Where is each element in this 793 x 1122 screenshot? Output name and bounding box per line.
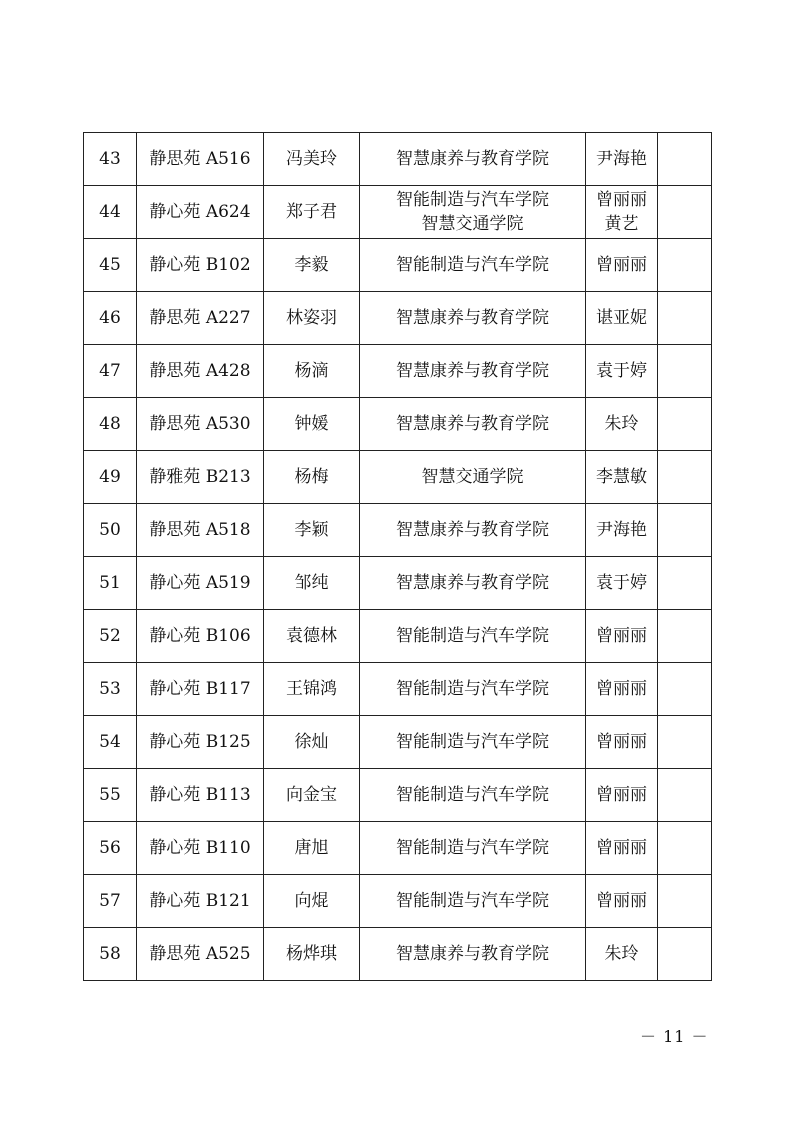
college-cell: [360, 769, 586, 822]
student-name-cell: 郑子君: [264, 186, 360, 239]
college-line: 智慧康养与教育学院: [396, 361, 549, 381]
remarks-cell: [658, 504, 712, 557]
table-row: [84, 504, 712, 557]
student-name-cell: 杨滴: [264, 345, 360, 398]
table-row: [84, 716, 712, 769]
table-row: [84, 239, 712, 292]
tutor-line: 曾丽丽: [596, 190, 647, 210]
tutor-line: 曾丽丽: [596, 255, 647, 275]
tutor-line: 曾丽丽: [596, 785, 647, 805]
college-line: 智能制造与汽车学院: [396, 785, 549, 805]
student-name-cell: 杨烨琪: [264, 928, 360, 981]
college-line: 智能制造与汽车学院: [396, 679, 549, 699]
remarks-cell: [658, 186, 712, 239]
college-line: 智慧交通学院: [421, 214, 524, 234]
college-cell: [360, 451, 586, 504]
tutor-cell: [586, 345, 658, 398]
tutor-line: 谌亚妮: [596, 308, 647, 328]
college-line: 智能制造与汽车学院: [396, 255, 549, 275]
remarks-cell: [658, 239, 712, 292]
student-name-cell: 林姿羽: [264, 292, 360, 345]
dorm-room-cell: 静心苑 B110: [137, 822, 264, 875]
tutor-line: 袁于婷: [596, 573, 647, 593]
tutor-line: 曾丽丽: [596, 891, 647, 911]
dorm-room-cell: 静思苑 A530: [137, 398, 264, 451]
remarks-cell: [658, 345, 712, 398]
row-number-cell: 49: [84, 451, 137, 504]
tutor-line: 尹海艳: [596, 149, 647, 169]
tutor-line: 曾丽丽: [596, 679, 647, 699]
remarks-cell: [658, 716, 712, 769]
tutor-cell: [586, 822, 658, 875]
college-cell: [360, 239, 586, 292]
tutor-cell: [586, 610, 658, 663]
college-cell: [360, 822, 586, 875]
tutor-cell: [586, 663, 658, 716]
dorm-room-cell: 静思苑 A428: [137, 345, 264, 398]
table-row: [84, 928, 712, 981]
table-row: [84, 345, 712, 398]
student-name-cell: 李毅: [264, 239, 360, 292]
table-row: [84, 451, 712, 504]
remarks-cell: [658, 822, 712, 875]
college-cell: [360, 557, 586, 610]
college-line: 智慧康养与教育学院: [396, 308, 549, 328]
remarks-cell: [658, 557, 712, 610]
remarks-cell: [658, 610, 712, 663]
row-number-cell: 48: [84, 398, 137, 451]
tutor-cell: [586, 239, 658, 292]
row-number-cell: 56: [84, 822, 137, 875]
row-number-cell: 43: [84, 133, 137, 186]
row-number-cell: 58: [84, 928, 137, 981]
student-name-cell: 袁德林: [264, 610, 360, 663]
college-cell: [360, 928, 586, 981]
college-cell: [360, 133, 586, 186]
remarks-cell: [658, 928, 712, 981]
table-row: [84, 663, 712, 716]
row-number-cell: 44: [84, 186, 137, 239]
row-number-cell: 50: [84, 504, 137, 557]
tutor-cell: [586, 292, 658, 345]
remarks-cell: [658, 398, 712, 451]
row-number-cell: 55: [84, 769, 137, 822]
tutor-cell: [586, 769, 658, 822]
college-cell: [360, 398, 586, 451]
college-cell: [360, 716, 586, 769]
tutor-cell: [586, 716, 658, 769]
row-number-cell: 53: [84, 663, 137, 716]
tutor-line: 李慧敏: [596, 467, 647, 487]
student-name-cell: 徐灿: [264, 716, 360, 769]
remarks-cell: [658, 875, 712, 928]
row-number-cell: 52: [84, 610, 137, 663]
dorm-room-cell: 静心苑 B117: [137, 663, 264, 716]
student-name-cell: 邹纯: [264, 557, 360, 610]
remarks-cell: [658, 663, 712, 716]
college-line: 智慧康养与教育学院: [396, 414, 549, 434]
tutor-line: 曾丽丽: [596, 626, 647, 646]
table-row: [84, 186, 712, 239]
tutor-line: 朱玲: [604, 414, 639, 434]
roster-table-body: [84, 133, 712, 981]
table-row: [84, 769, 712, 822]
student-name-cell: 王锦鸿: [264, 663, 360, 716]
college-line: 智能制造与汽车学院: [396, 190, 549, 210]
tutor-cell: [586, 504, 658, 557]
remarks-cell: [658, 133, 712, 186]
college-cell: [360, 875, 586, 928]
dorm-room-cell: 静思苑 A525: [137, 928, 264, 981]
tutor-cell: [586, 186, 658, 239]
page-number: － 11 －: [640, 1027, 709, 1046]
student-name-cell: 杨梅: [264, 451, 360, 504]
college-line: 智能制造与汽车学院: [396, 838, 549, 858]
college-line: 智能制造与汽车学院: [396, 732, 549, 752]
college-line: 智能制造与汽车学院: [396, 891, 549, 911]
tutor-line: 袁于婷: [596, 361, 647, 381]
tutor-line: 朱玲: [604, 944, 639, 964]
college-line: 智能制造与汽车学院: [396, 626, 549, 646]
student-name-cell: 钟媛: [264, 398, 360, 451]
dorm-room-cell: 静心苑 A519: [137, 557, 264, 610]
student-name-cell: 向金宝: [264, 769, 360, 822]
dorm-room-cell: 静心苑 B121: [137, 875, 264, 928]
student-name-cell: 冯美玲: [264, 133, 360, 186]
tutor-cell: [586, 133, 658, 186]
table-row: [84, 822, 712, 875]
row-number-cell: 54: [84, 716, 137, 769]
college-cell: [360, 292, 586, 345]
table-row: [84, 610, 712, 663]
remarks-cell: [658, 292, 712, 345]
student-name-cell: 李颖: [264, 504, 360, 557]
college-cell: [360, 663, 586, 716]
dorm-room-cell: 静思苑 A516: [137, 133, 264, 186]
dorm-room-cell: 静心苑 B106: [137, 610, 264, 663]
college-line: 智慧交通学院: [421, 467, 524, 487]
dorm-room-cell: 静思苑 A518: [137, 504, 264, 557]
row-number-cell: 46: [84, 292, 137, 345]
tutor-line: 曾丽丽: [596, 732, 647, 752]
dorm-room-cell: 静心苑 B102: [137, 239, 264, 292]
remarks-cell: [658, 451, 712, 504]
dorm-room-cell: 静雅苑 B213: [137, 451, 264, 504]
row-number-cell: 47: [84, 345, 137, 398]
college-line: 智慧康养与教育学院: [396, 149, 549, 169]
student-name-cell: 唐旭: [264, 822, 360, 875]
dorm-room-cell: 静思苑 A227: [137, 292, 264, 345]
row-number-cell: 45: [84, 239, 137, 292]
tutor-cell: [586, 451, 658, 504]
dorm-room-cell: 静心苑 B113: [137, 769, 264, 822]
tutor-cell: [586, 928, 658, 981]
dorm-room-cell: 静心苑 B125: [137, 716, 264, 769]
college-cell: [360, 186, 586, 239]
tutor-line: 黄艺: [604, 214, 639, 234]
student-name-cell: 向焜: [264, 875, 360, 928]
tutor-cell: [586, 398, 658, 451]
table-row: [84, 292, 712, 345]
table-row: [84, 875, 712, 928]
dormitory-roster-table: [83, 132, 712, 981]
table-row: [84, 398, 712, 451]
tutor-cell: [586, 557, 658, 610]
college-line: 智慧康养与教育学院: [396, 520, 549, 540]
tutor-cell: [586, 875, 658, 928]
college-cell: [360, 610, 586, 663]
remarks-cell: [658, 769, 712, 822]
table-row: [84, 133, 712, 186]
college-line: 智慧康养与教育学院: [396, 944, 549, 964]
tutor-line: 曾丽丽: [596, 838, 647, 858]
row-number-cell: 51: [84, 557, 137, 610]
college-cell: [360, 345, 586, 398]
row-number-cell: 57: [84, 875, 137, 928]
dorm-room-cell: 静心苑 A624: [137, 186, 264, 239]
table-row: [84, 557, 712, 610]
college-cell: [360, 504, 586, 557]
tutor-line: 尹海艳: [596, 520, 647, 540]
college-line: 智慧康养与教育学院: [396, 573, 549, 593]
